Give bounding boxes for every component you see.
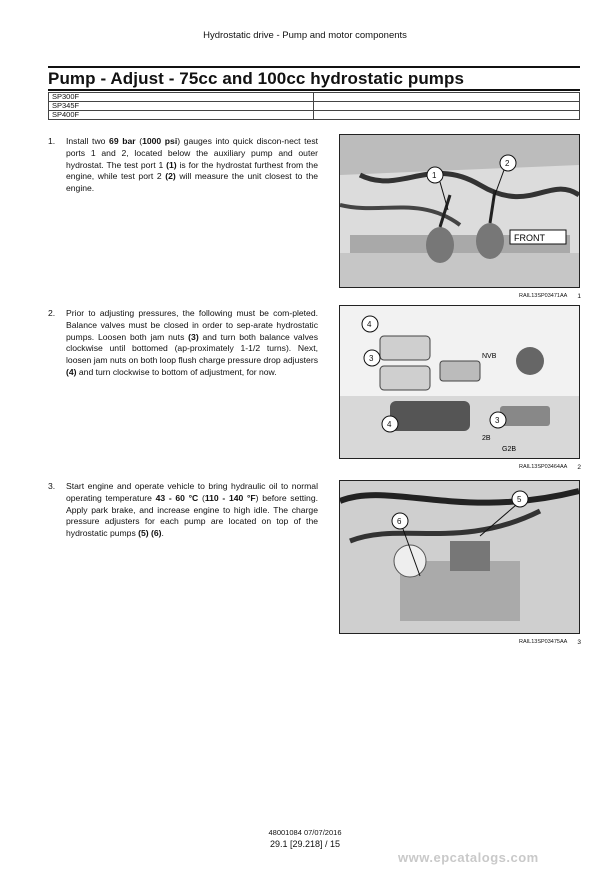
figure-1-photo	[339, 134, 580, 288]
model-empty-cell	[314, 111, 580, 120]
figure-number: 1	[577, 293, 581, 300]
footer-doc-id: 48001084 07/07/2016	[268, 828, 342, 837]
figure-2-photo	[339, 305, 580, 459]
port-label: 2B	[482, 435, 491, 442]
title-rule-bottom	[48, 89, 580, 91]
step-text: Install two 69 bar (1000 psi) gauges into quick discon-nect test ports 1 and 2, located below the auxiliary pump and outer hydrostat. The test port 1 (1) is for the hydrostat furthest from the engine, while test port 2 (2) will measure the unit closest to the engine.	[66, 136, 318, 194]
model-row	[49, 93, 580, 102]
step-number: 2.	[48, 308, 56, 318]
figure-1-caption	[339, 293, 581, 300]
step-text: Start engine and operate vehicle to bring hydraulic oil to normal operating temperature 43 - 60 °C (110 - 140 °F) before setting. Apply park brake, and increase engine to high idle. The charge pressure adjusters for each pump are located on top of the hydrostatic pumps (5) (6).	[66, 481, 318, 539]
callout-label: 3	[369, 354, 374, 363]
figure-number: 2	[577, 464, 581, 471]
model-empty-cell	[314, 93, 580, 102]
watermark: www.epcatalogs.com	[398, 850, 539, 865]
port-label: NVB	[482, 353, 497, 360]
figure-ref: RAIL13SP03464AA	[519, 464, 568, 470]
callout-label: 4	[367, 320, 372, 329]
step-number: 1.	[48, 136, 56, 146]
step-text: Prior to adjusting pressures, the following must be com-pleted. Balance valves must be closed in order to sep-arate hydrostatic pumps. Loosen both jam nuts (3) and turn both balance valves clockwise until bottomed (ap-proximately 1-1/2 turns). Next, loosen jam nuts on both loop flush charge pressure drop adjusters (4) and turn clockwise to bottom of adjustment, for now.	[66, 308, 318, 377]
model-row	[49, 111, 580, 120]
footer-page-number: 29.1 [29.218] / 15	[269, 839, 341, 849]
step-2	[48, 308, 318, 379]
model-row	[49, 102, 580, 111]
figure-2-caption	[339, 464, 581, 471]
model-empty-cell	[314, 102, 580, 111]
callout-label: 1	[432, 171, 437, 180]
figure-number: 3	[577, 639, 581, 646]
model-cell: SP345F	[49, 102, 314, 111]
callout-label: 5	[517, 495, 522, 504]
callout-label: 6	[397, 517, 402, 526]
callout-label: 2	[505, 159, 510, 168]
step-1	[48, 136, 318, 195]
step-number: 3.	[48, 481, 56, 491]
figure-ref: RAIL13SP03475AA	[519, 639, 568, 645]
front-label: FRONT	[514, 233, 545, 243]
section-title: Pump - Adjust - 75cc and 100cc hydrostatic pumps	[48, 69, 465, 88]
model-cell: SP400F	[49, 111, 314, 120]
step-3	[48, 481, 318, 540]
callout-label: 4	[387, 420, 392, 429]
callout-label: 3	[495, 416, 500, 425]
figure-ref: RAIL13SP03471AA	[519, 293, 568, 299]
figure-3-caption	[339, 639, 581, 646]
model-table	[48, 92, 580, 120]
page-header: Hydrostatic drive - Pump and motor components	[203, 30, 407, 41]
title-rule-top	[48, 66, 580, 68]
model-cell: SP300F	[49, 93, 314, 102]
figure-3-photo	[339, 480, 580, 634]
port-label: G2B	[502, 446, 517, 453]
